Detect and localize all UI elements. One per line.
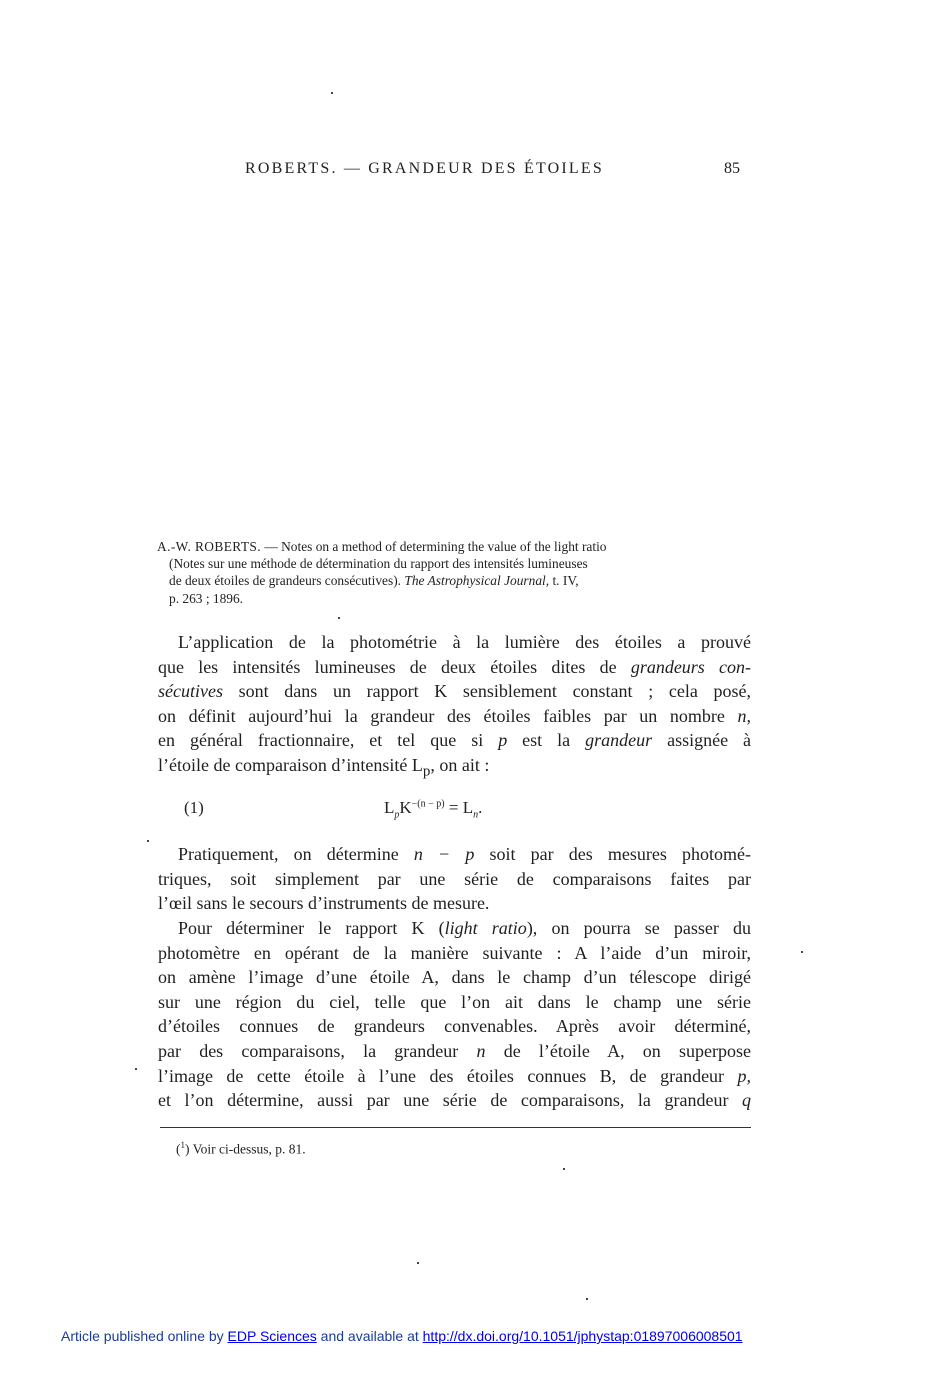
abstract-volume: t. IV, [552,573,579,589]
abstract-author: A.-W. ROBERTS. [157,539,261,554]
paragraph-3-line-3: on amène l’image d’une étoile A, dans le champ d’un télescope dirigé [158,967,751,988]
italic-run: n − p [413,844,475,864]
text-run: Pratiquement, on détermine [178,844,399,864]
italic-run: grandeur [585,730,653,751]
text-run: , on ait : [430,754,490,775]
publication-prefix: Article published online by [61,1328,228,1344]
text-run: l’étoile de comparaison d’intensité L [158,754,423,775]
scan-speck [331,92,333,94]
paragraph-3-line-1 [158,916,751,941]
scan-speck [417,1262,419,1264]
abstract-journal: The Astrophysical Journal, [404,573,550,589]
paragraph-1-line-5 [158,728,751,753]
page-number: 85 [724,160,740,177]
scan-speck [563,1168,565,1170]
abstract-title-fr-end: de deux étoiles de grandeurs consécutives). [169,573,402,589]
italic-run: sécutives [158,681,223,702]
paragraph-3-line-4: sur une région du ciel, telle que l’on ait dans le champ une série [158,991,751,1012]
eq-symbol: K [399,798,412,817]
equation-1 [158,798,751,826]
eq-subscript: n [473,809,479,821]
text-run: que les intensités lumineuses de deux étoiles dites de [158,656,617,677]
paragraph-3-line-2: photomètre en opérant de la manière suivante : A l’aide d’un miroir, [158,942,751,963]
paragraph-2-line-2: triques, soit simplement par une série de comparaisons faites par [158,868,751,889]
publication-middle: and available at [316,1328,423,1344]
italic-run: p, [737,1065,751,1086]
italic-run: q [742,1090,751,1111]
footnote-rule [160,1127,751,1128]
footnote-text: Voir ci-dessus, p. 81. [189,1141,306,1157]
doi-link[interactable]: http://dx.doi.org/10.1051/jphystap:01897006008501 [422,1328,743,1344]
footnote-marker: 1 [180,1140,185,1150]
paragraph-3-line-6 [158,1039,751,1064]
abstract-line-3 [157,572,749,589]
paragraph-3-line-7 [158,1064,751,1089]
text-run: ), on pourra se passer du [526,918,751,938]
text-run: l’image de cette étoile à l’une des étoiles connues B, de grandeur [158,1065,725,1086]
eq-equals: = [444,798,463,817]
paragraph-2 [158,842,751,916]
paragraph-2-line-1 [158,842,751,867]
publisher-link[interactable]: EDP Sciences [227,1328,317,1344]
text-run: est la [522,730,571,751]
footnote: ($^1$) Voir ci-dessus, p. 81. [176,1140,306,1157]
running-header [245,160,745,184]
paragraph-2-line-3: l’œil sans le secours d’instruments de mesure. [158,893,490,914]
italic-run: n [476,1040,486,1061]
scan-speck [801,951,803,953]
scan-speck [338,617,340,619]
abstract-line-4: p. 263 ; 1896. [169,590,244,606]
abstract-line-2: (Notes sur une méthode de détermination du rapport des intensités lumineuses [169,556,588,572]
eq-subscript: p [394,809,400,821]
eq-symbol: L [462,798,474,817]
text-run: de l’étoile A, on superpose [503,1040,752,1061]
text-run: sont dans un rapport K sensiblement constant ; cela posé, [238,681,751,702]
paragraph-3-line-8 [158,1088,751,1113]
paragraph-3 [158,916,751,1113]
scan-speck [586,1298,588,1300]
scan-speck [135,1068,137,1070]
eq-exponent: −(n − p) [411,798,445,810]
italic-run: grandeurs con- [630,656,752,677]
text-run: et l’on détermine, aussi par une série de comparaisons, la grandeur [158,1090,729,1111]
running-title: ROBERTS. — GRANDEUR DES ÉTOILES [245,160,604,177]
scan-speck [147,840,149,842]
italic-run: n, [737,705,751,726]
paragraph-1-line-1: L’application de la photométrie à la lumière des étoiles a prouvé [178,632,751,652]
text-run: par des comparaisons, la grandeur [158,1040,459,1061]
subscript: p [422,763,431,780]
text-run: Pour déterminer le rapport K ( [178,918,445,938]
paragraph-3-line-5: d’étoiles connues de grandeurs convenables. Après avoir déterminé, [158,1016,751,1037]
equation-number: (1) [184,798,204,817]
paragraph-1-line-6 [158,753,751,784]
text-run: en général fractionnaire, et tel que si [158,730,484,751]
paragraph-1 [158,630,751,784]
eq-symbol: L [384,798,395,817]
abstract-line-1 [157,538,749,555]
publication-notice [61,1328,743,1344]
text-run: soit par des mesures photomé- [489,844,752,864]
paragraph-1-line-2 [158,655,751,680]
text-run: on définit aujourd’hui la grandeur des étoiles faibles par un nombre [158,705,725,726]
text-run: assignée à [667,730,752,751]
equation-formula [384,798,482,820]
italic-run: p [498,730,508,751]
abstract-title-en: Notes on a method of determining the value of the light ratio [281,539,607,554]
eq-period: . [478,798,483,817]
abstract-dash: — [264,539,278,554]
italic-run: light ratio [444,918,527,938]
paragraph-1-line-4 [158,704,751,729]
bibliographic-abstract [157,538,749,607]
paragraph-1-line-3 [158,679,751,704]
